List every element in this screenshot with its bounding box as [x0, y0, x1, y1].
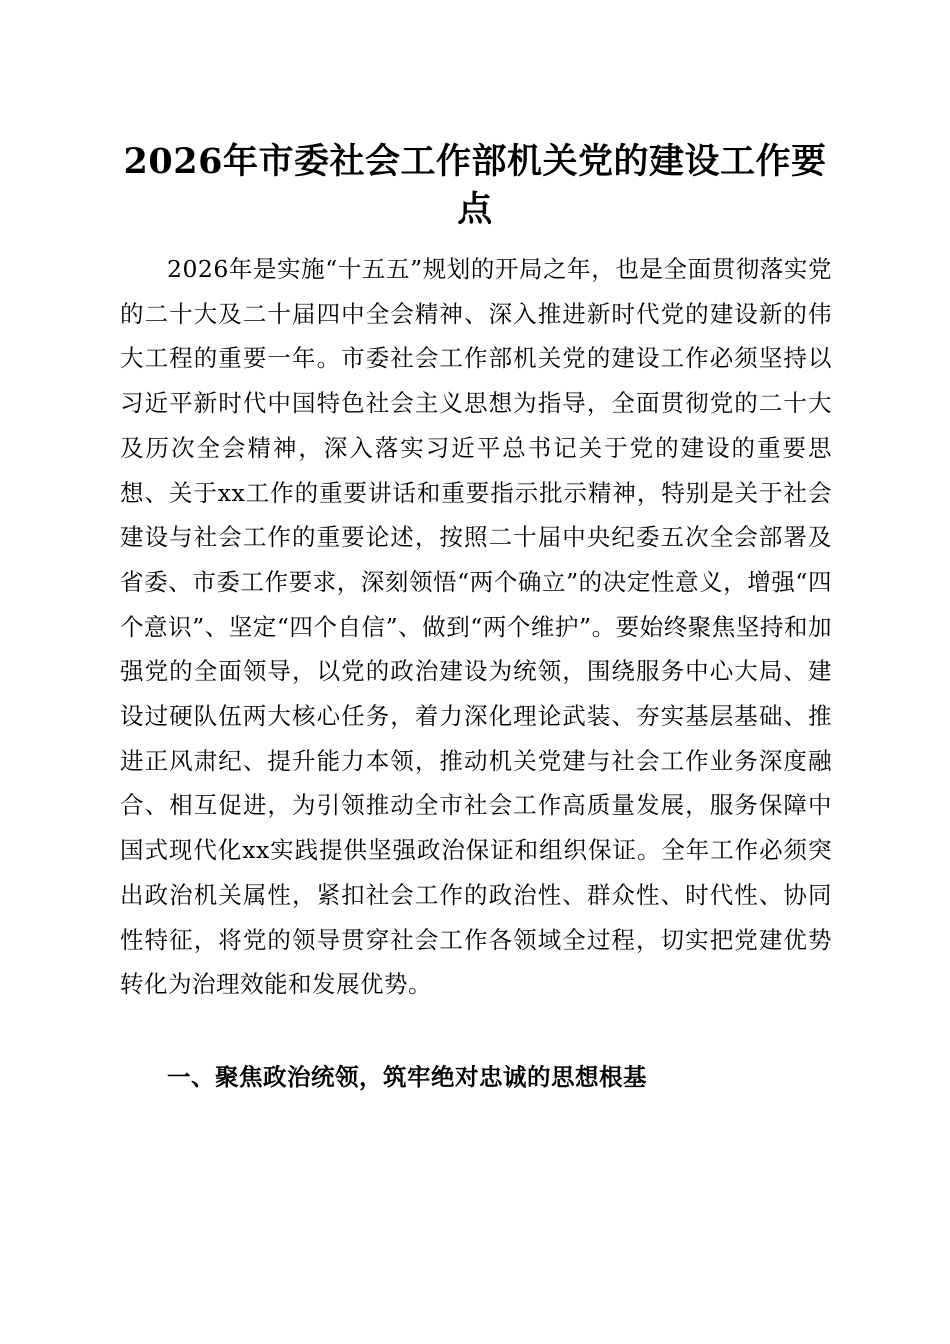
section-heading-1: 一、聚焦政治统领，筑牢绝对忠诚的思想根基	[167, 1063, 647, 1091]
document-title: 2026年市委社会工作部机关党的建设工作要点	[123, 141, 827, 230]
intro-paragraph: 2026年是实施“十五五”规划的开局之年，也是全面贯彻落实党的二十大及二十届四中全会精神、深入推进新时代党的建设新的伟大工程的重要一年。市委社会工作部机关党的建设工作必须坚持以习近平新时代中国特色社会主义思想为指导，全面贯彻党的二十大及历次全会精神，深入落实习近平总书记关于党的建设的重要思想、关于xx工作的重要讲话和重要指示批示精神，特别是关于社会建设与社会工作的重要论述，按照二十届中央纪委五次全会部署及省委、市委工作要求，深刻领悟“两个确立”的决定性意义，增强“四个意识”、坚定“四个自信”、做到“两个维护”。要始终聚焦坚持和加强党的全面领导，以党的政治建设为统领，围绕服务中心大局、建设过硬队伍两大核心任务，着力深化理论武装、夯实基层基础、推进正风肃纪、提升能力本领，推动机关党建与社会工作业务深度融合、相互促进，为引领推动全市社会工作高质量发展，服务保障中国式现代化xx实践提供坚强政治保证和组织保证。全年工作必须突出政治机关属性，紧扣社会工作的政治性、群众性、时代性、协同性特征，将党的领导贯穿社会工作各领域全过程，切实把党建优势转化为治理效能和发展优势。	[120, 255, 832, 999]
